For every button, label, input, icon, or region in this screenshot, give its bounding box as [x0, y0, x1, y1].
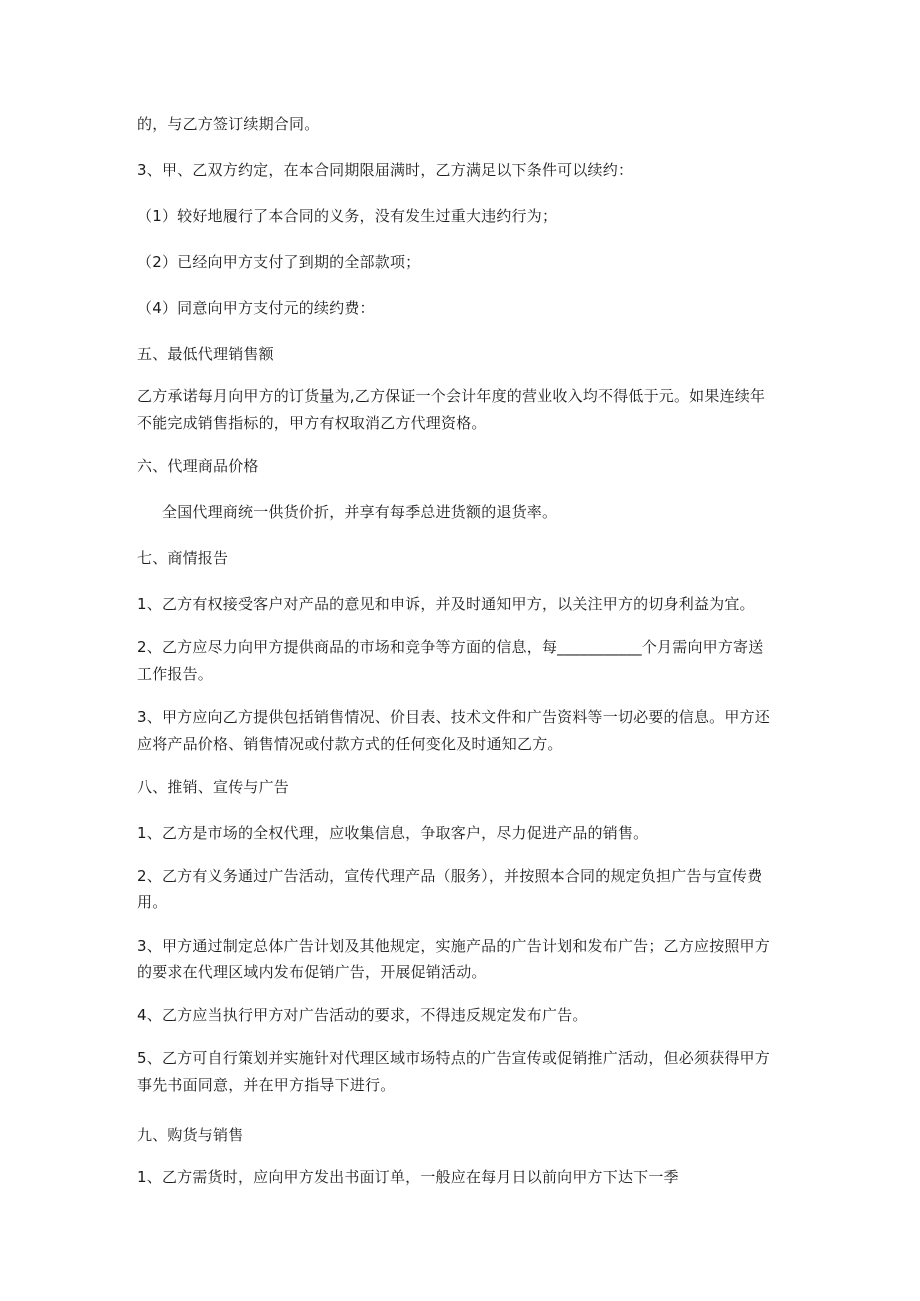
paragraph-line: 工作报告。: [137, 665, 214, 683]
list-item: （2）已经向甲方支付了到期的全部款项；: [137, 253, 421, 271]
paragraph-line: 3、甲方通过制定总体广告计划及其他规定，实施产品的广告计划和发布广告；乙方应按照甲方: [137, 937, 770, 955]
list-item: （4）同意向甲方支付元的续约费：: [137, 299, 375, 317]
paragraph-line: 1、乙方需货时，应向甲方发出书面订单，一般应在每月日以前向甲方下达下一季: [137, 1168, 679, 1186]
paragraph-line: 1、乙方是市场的全权代理，应收集信息，争取客户，尽力促进产品的销售。: [137, 824, 649, 842]
paragraph-line: 的，与乙方签订续期合同。: [137, 115, 320, 133]
section-heading: 六、代理商品价格: [137, 457, 259, 475]
section-heading: 五、最低代理销售额: [137, 345, 274, 363]
paragraph-line: 3、甲方应向乙方提供包括销售情况、价目表、技术文件和广告资料等一切必要的信息。甲方还: [137, 708, 770, 726]
paragraph-line: 4、乙方应当执行甲方对广告活动的要求，不得违反规定发布广告。: [137, 1006, 588, 1024]
paragraph-line: 乙方承诺每月向甲方的订货量为,乙方保证一个会计年度的营业收入均不得低于元。如果连续年: [137, 387, 766, 405]
section-heading: 八、推销、宣传与广告: [137, 778, 290, 796]
paragraph-line: 用。: [137, 893, 168, 911]
paragraph-line: 应将产品价格、销售情况或付款方式的任何变化及时通知乙方。: [137, 735, 563, 753]
paragraph-line: 2、乙方应尽力向甲方提供商品的市场和竞争等方面的信息，每___________个月需向甲方寄送: [137, 638, 764, 656]
paragraph-line: 事先书面同意，并在甲方指导下进行。: [137, 1076, 396, 1094]
paragraph-line: 的要求在代理区域内发布促销广告，开展促销活动。: [137, 963, 487, 981]
paragraph-line: 5、乙方可自行策划并实施针对代理区域市场特点的广告宣传或促销推广活动，但必须获得甲方: [137, 1049, 770, 1067]
section-heading: 九、购货与销售: [137, 1126, 244, 1144]
list-item: （1）较好地履行了本合同的义务，没有发生过重大违约行为；: [137, 207, 558, 225]
paragraph-line: 1、乙方有权接受客户对产品的意见和申诉，并及时通知甲方，以关注甲方的切身利益为宜。: [137, 595, 755, 613]
paragraph-line: 不能完成销售指标的，甲方有权取消乙方代理资格。: [137, 414, 487, 432]
paragraph-line: 3、甲、乙双方约定，在本合同期限届满时，乙方满足以下条件可以续约：: [137, 161, 634, 179]
section-heading: 七、商情报告: [137, 549, 229, 567]
paragraph-line: 2、乙方有义务通过广告活动，宣传代理产品（服务），并按照本合同的规定负担广告与宣传费: [137, 867, 763, 885]
paragraph-line: 全国代理商统一供货价折，并享有每季总进货额的退货率。: [162, 503, 558, 521]
